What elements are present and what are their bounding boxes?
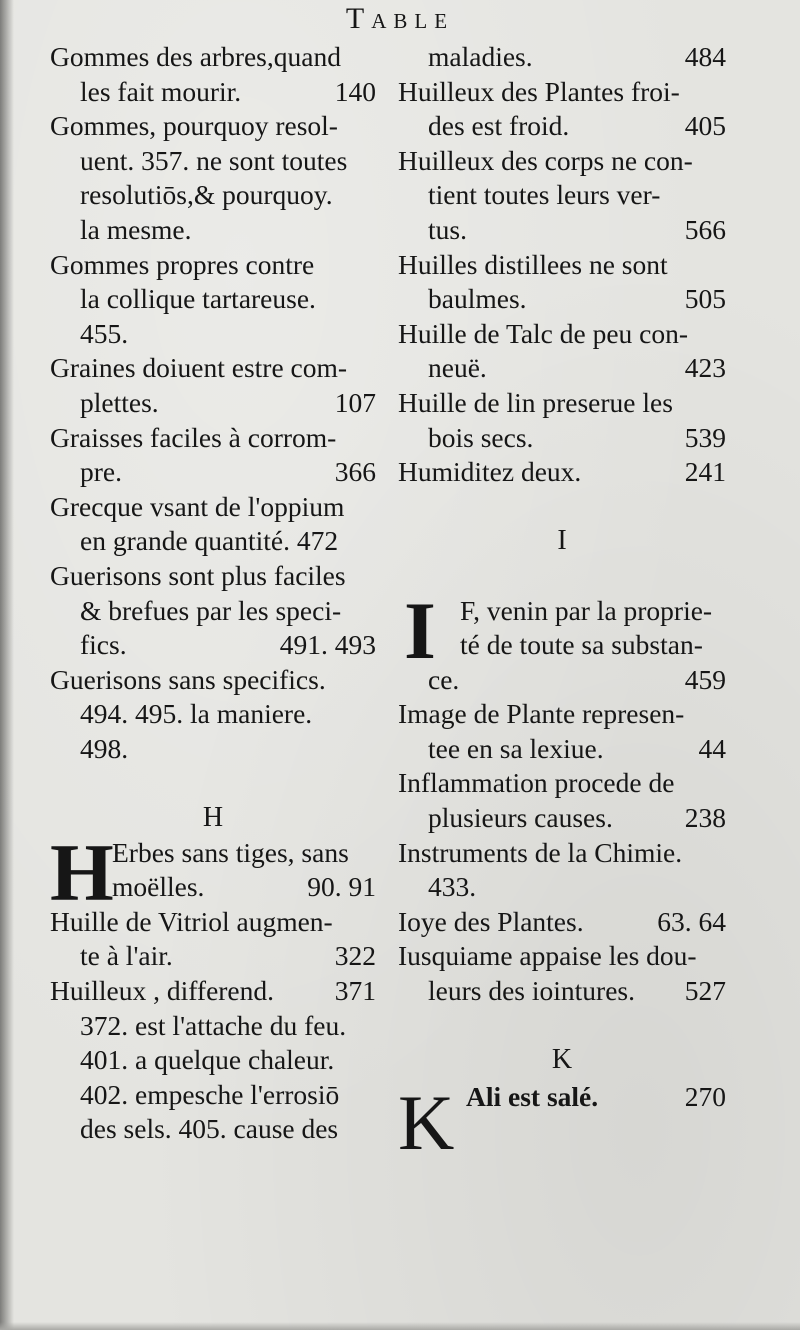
section-letter-h: H: [202, 802, 224, 834]
index-line: Erbes sans tiges, sans: [112, 836, 349, 868]
index-line: en grande quantité. 472: [80, 525, 339, 557]
page-ref: 44: [698, 732, 726, 764]
running-title: Table: [345, 2, 455, 35]
index-line: 498.: [80, 732, 129, 764]
index-line: 433.: [428, 871, 477, 903]
index-line: Graisses faciles à corrom-: [50, 421, 337, 453]
index-line: Ioye des Plantes. 63. 64: [398, 905, 726, 940]
page-ref: 539: [684, 421, 726, 453]
dropcap-k: K: [398, 1078, 455, 1166]
section-letter-i: I: [557, 525, 567, 557]
index-line: ce. 459: [398, 663, 726, 698]
index-line: fics. 491. 493: [50, 628, 376, 663]
right-column: [398, 40, 726, 1178]
index-line: Huille de Vitriol augmen-: [50, 905, 333, 937]
index-line: Huilleux des Plantes froi-: [398, 75, 680, 107]
index-line: Guerisons sans specifics.: [50, 663, 326, 695]
index-line: 455.: [80, 317, 129, 349]
index-line: 402. empesche l'errosiō: [80, 1078, 340, 1110]
index-line: Guerisons sont plus faciles: [50, 559, 346, 591]
index-line: Image de Plante represen-: [398, 698, 685, 730]
index-line: la collique tartareuse.: [80, 283, 316, 315]
index-line: te à l'air. 322: [50, 939, 376, 974]
index-line: tient toutes leurs ver-: [428, 179, 661, 211]
index-line: tus. 566: [398, 213, 726, 248]
index-line: Gommes propres contre: [50, 248, 315, 280]
page-ref: 505: [684, 283, 726, 315]
index-line: Humiditez deux. 241: [398, 455, 726, 490]
page-ref: 270: [684, 1080, 726, 1112]
page-shadow-bottom: [0, 1322, 800, 1330]
index-line: té de toute sa substan-: [460, 629, 703, 661]
index-line: 372. est l'attache du feu.: [80, 1009, 347, 1041]
index-line: Iusquiame appaise les dou-: [398, 940, 697, 972]
index-line: Ali est salé. 270: [398, 1078, 726, 1115]
index-line: baulmes. 505: [398, 282, 726, 317]
index-line: moëlles. 90. 91: [50, 870, 376, 905]
dropcap-h: H: [50, 826, 114, 918]
index-line: Huilles distillees ne sont: [398, 248, 668, 280]
page-ref: 90. 91: [307, 871, 376, 903]
i-dropcap-entry: [398, 584, 726, 698]
page-ref: 423: [684, 352, 726, 384]
page-ref: 366: [334, 456, 376, 488]
index-line: bois secs. 539: [398, 421, 726, 456]
page-ref: 107: [334, 386, 376, 418]
index-line: Gommes, pourquoy resol-: [50, 110, 338, 142]
index-line: plettes. 107: [50, 386, 376, 421]
page-ref: 566: [684, 213, 726, 245]
index-line: neuë. 423: [398, 351, 726, 386]
index-line: la mesme.: [80, 213, 192, 245]
index-line: pre. 366: [50, 455, 376, 490]
page-ref: 140: [334, 75, 376, 107]
index-line: leurs des iointures. 527: [398, 974, 726, 1009]
k-dropcap-entry: [398, 1078, 726, 1178]
index-line: les fait mourir. 140: [50, 75, 376, 110]
index-line: 494. 495. la maniere.: [80, 698, 313, 730]
index-line: Huilleux des corps ne con-: [398, 144, 693, 176]
page-ref: 238: [684, 802, 726, 834]
page-ref: 491. 493: [279, 629, 376, 661]
page-shadow-left: [0, 0, 14, 1330]
index-line: 401. a quelque chaleur.: [80, 1044, 335, 1076]
index-line: uent. 357. ne sont toutes: [80, 144, 348, 176]
page-ref: 63. 64: [657, 905, 726, 937]
left-column: [50, 40, 376, 1147]
page-ref: 322: [334, 940, 376, 972]
index-line: des est froid. 405: [398, 109, 726, 144]
index-line: Huille de lin preserue les: [398, 386, 673, 418]
dropcap-i: I: [404, 584, 436, 676]
index-line: maladies. 484: [398, 40, 726, 75]
index-line: Instruments de la Chimie.: [398, 836, 683, 868]
index-line: & brefues par les speci-: [80, 594, 342, 626]
index-line: Graines doiuent estre com-: [50, 352, 348, 384]
index-line: plusieurs causes. 238: [398, 801, 726, 836]
page-ref: 459: [684, 663, 726, 695]
h-dropcap-entry: [50, 826, 376, 918]
page-ref: 241: [684, 456, 726, 488]
index-line: des sels. 405. cause des: [80, 1113, 339, 1145]
index-line: F, venin par la proprie-: [460, 594, 713, 626]
section-letter-k: K: [551, 1044, 573, 1076]
index-line: Huilleux , differend. 371: [50, 974, 376, 1009]
page-ref: 371: [334, 975, 376, 1007]
index-line: tee en sa lexiue. 44: [398, 732, 726, 767]
index-line: Huille de Talc de peu con-: [398, 317, 689, 349]
page-ref: 405: [684, 110, 726, 142]
index-line: Inflammation procede de: [398, 767, 675, 799]
page-ref: 484: [684, 41, 726, 72]
index-line: Gommes des arbres,quand: [50, 41, 341, 72]
index-line: Grecque vsant de l'oppium: [50, 490, 345, 522]
index-line: resolutiōs,& pourquoy.: [80, 179, 333, 211]
page-ref: 527: [684, 975, 726, 1007]
